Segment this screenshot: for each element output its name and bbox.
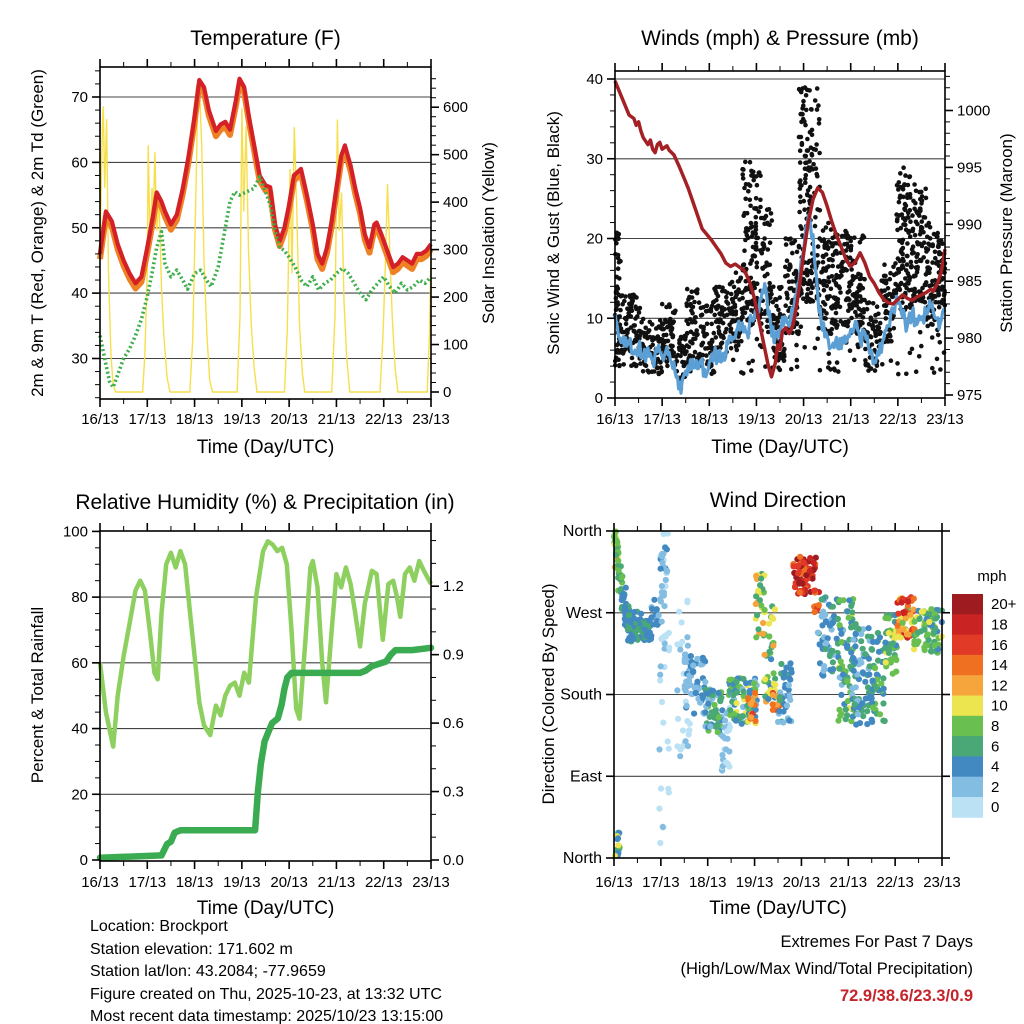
x-axis-title-temperature: Time (Day/UTC) — [196, 437, 335, 458]
y-tick-label: North — [562, 850, 602, 867]
x-tick-label: 20/13 — [270, 874, 308, 891]
y-tick-label: 985 — [957, 273, 983, 291]
x-tick-label: 16/13 — [81, 874, 119, 891]
x-axis-title-winds: Time (Day/UTC) — [711, 437, 849, 458]
x-axis-title-direction: Time (Day/UTC) — [709, 898, 847, 919]
y-tick-label: 980 — [957, 330, 983, 348]
footer-created: Figure created on Thu, 2025-10-23, at 13:32 UTC — [90, 985, 442, 1003]
footer-station-info — [90, 916, 443, 1024]
footer-elevation: Station elevation: 171.602 m — [90, 940, 293, 958]
colorbar-segment — [952, 594, 983, 615]
y-tick-label: 1000 — [957, 102, 991, 120]
colorbar-segment — [952, 655, 983, 676]
x-tick-label: 19/13 — [737, 411, 776, 428]
colorbar-label: 12 — [991, 677, 1008, 695]
panel-title-wind-direction: Wind Direction — [709, 489, 847, 512]
y-tick-label: 100 — [443, 336, 469, 354]
panel-winds-pressure — [586, 63, 990, 428]
y-tick-label: 40 — [71, 720, 88, 738]
panel-wind-direction — [560, 523, 961, 891]
x-tick-label: 17/13 — [128, 874, 167, 891]
y-tick-label: North — [562, 523, 602, 540]
x-tick-label: 21/13 — [831, 411, 870, 428]
y-tick-label: 60 — [71, 654, 88, 672]
y-tick-label: 40 — [586, 71, 603, 88]
y-tick-label: 50 — [71, 219, 88, 237]
x-tick-label: 19/13 — [735, 874, 774, 891]
colorbar-segment — [952, 635, 983, 656]
x-tick-label: 23/13 — [923, 874, 961, 891]
y-tick-label: 995 — [957, 159, 983, 177]
y-tick-label: 20 — [586, 230, 603, 248]
x-tick-label: 20/13 — [782, 874, 821, 891]
y-axis-title-pressure-right: Station Pressure (Maroon) — [997, 133, 1016, 333]
colorbar-segment — [952, 777, 983, 798]
colorbar-label: 14 — [991, 657, 1008, 675]
y-tick-label: 200 — [443, 289, 469, 307]
colorbar-segment — [952, 756, 983, 777]
x-tick-label: 23/13 — [926, 411, 964, 428]
footer-timestamp: Most recent data timestamp: 2025/10/23 13:15:00 — [90, 1008, 444, 1024]
colorbar-label: 18 — [991, 616, 1008, 634]
y-tick-label: 0.0 — [443, 852, 464, 869]
colorbar-segment — [952, 696, 983, 717]
panel-title-rh-precip: Relative Humidity (%) & Precipitation (in) — [75, 491, 455, 514]
panel-title-winds-pressure: Winds (mph) & Pressure (mb) — [641, 27, 919, 50]
colorbar-label: 4 — [991, 758, 1000, 776]
series-relative-humidity — [100, 541, 431, 746]
colorbar-label: 10 — [991, 697, 1008, 715]
y-tick-label: West — [565, 604, 602, 622]
y-tick-label: 975 — [957, 387, 983, 404]
colorbar-units-label: mph — [977, 568, 1007, 585]
x-tick-label: 20/13 — [270, 411, 308, 428]
y-tick-label: 30 — [71, 350, 88, 368]
colorbar-segment — [952, 736, 983, 757]
y-tick-label: 400 — [443, 194, 469, 212]
y-tick-label: 0 — [79, 852, 88, 869]
x-tick-label: 21/13 — [317, 411, 356, 428]
extremes-values: 72.9/38.6/23.3/0.9 — [839, 987, 973, 1005]
y-tick-label: 0.9 — [443, 646, 464, 664]
series-total-rainfall — [100, 648, 431, 858]
y-tick-label: 30 — [586, 150, 603, 168]
colorbar-segment — [952, 614, 983, 635]
colorbar-segment — [952, 716, 983, 737]
x-tick-label: 23/13 — [412, 874, 450, 891]
y-tick-label: 500 — [443, 146, 469, 164]
x-tick-label: 16/13 — [595, 874, 633, 891]
x-tick-label: 18/13 — [175, 411, 214, 428]
y-axis-title-insolation-right: Solar Insolation (Yellow) — [479, 142, 498, 324]
colorbar-label: 0 — [991, 799, 1000, 817]
panel-title-temperature: Temperature (F) — [190, 27, 341, 50]
x-tick-label: 22/13 — [364, 411, 403, 428]
y-tick-label: South — [560, 686, 602, 704]
footer-latlon: Station lat/lon: 43.2084; -77.9659 — [90, 963, 326, 980]
x-tick-label: 17/13 — [642, 874, 680, 891]
speed-colorbar — [952, 594, 1017, 818]
x-tick-label: 18/13 — [175, 874, 214, 891]
y-axis-title-rh-left: Percent & Total Rainfall — [28, 606, 47, 784]
x-tick-label: 17/13 — [643, 411, 681, 428]
y-tick-label: 0 — [443, 384, 452, 401]
y-tick-label: 0.3 — [443, 783, 464, 801]
x-tick-label: 22/13 — [879, 411, 917, 428]
x-tick-label: 22/13 — [876, 874, 914, 891]
colorbar-label: 20+ — [991, 596, 1017, 614]
x-tick-label: 21/13 — [317, 874, 356, 891]
y-tick-label: 1.2 — [443, 578, 464, 596]
x-tick-label: 19/13 — [223, 411, 261, 428]
extremes-subtitle: (High/Low/Max Wind/Total Precipitation) — [680, 960, 973, 978]
y-axis-title-wind-left: Sonic Wind & Gust (Blue, Black) — [544, 111, 563, 355]
x-tick-label: 21/13 — [829, 874, 868, 891]
x-tick-label: 16/13 — [596, 411, 634, 428]
y-tick-label: 10 — [586, 310, 603, 328]
extremes-title: Extremes For Past 7 Days — [780, 933, 973, 951]
x-tick-label: 20/13 — [784, 411, 823, 428]
series-wind-direction-dots — [611, 529, 945, 859]
y-tick-label: 20 — [71, 786, 88, 804]
panel-rh-precip — [63, 523, 464, 891]
colorbar-label: 16 — [991, 636, 1008, 654]
x-tick-label: 18/13 — [688, 874, 727, 891]
y-axis-title-direction-left: Direction (Colored By Speed) — [539, 583, 558, 805]
y-tick-label: 0.6 — [443, 715, 464, 733]
y-tick-label: 80 — [71, 589, 88, 607]
y-tick-label: 60 — [71, 154, 88, 172]
x-tick-label: 17/13 — [128, 411, 167, 428]
y-tick-label: 40 — [71, 285, 88, 303]
colorbar-label: 6 — [991, 738, 1000, 756]
y-tick-label: 100 — [62, 523, 88, 541]
y-tick-label: 70 — [71, 89, 88, 106]
panel-temperature — [71, 59, 468, 428]
x-tick-label: 18/13 — [690, 411, 729, 428]
colorbar-segment — [952, 797, 983, 818]
y-tick-label: 0 — [594, 390, 603, 407]
footer-extremes — [500, 929, 973, 1010]
y-tick-label: 600 — [443, 99, 469, 117]
x-tick-label: 22/13 — [364, 874, 403, 891]
colorbar-label: 2 — [991, 778, 1000, 796]
colorbar-label: 8 — [991, 717, 1000, 735]
footer-location: Location: Brockport — [90, 918, 228, 935]
x-tick-label: 23/13 — [412, 411, 450, 428]
x-tick-label: 16/13 — [81, 411, 119, 428]
x-tick-label: 19/13 — [223, 874, 261, 891]
y-tick-label: East — [569, 768, 602, 786]
colorbar-segment — [952, 675, 983, 696]
y-axis-title-temperature-left: 2m & 9m T (Red, Orange) & 2m Td (Green) — [28, 69, 47, 397]
x-axis-title-rh: Time (Day/UTC) — [196, 898, 335, 919]
y-tick-label: 990 — [957, 216, 983, 234]
y-tick-label: 300 — [443, 241, 469, 259]
